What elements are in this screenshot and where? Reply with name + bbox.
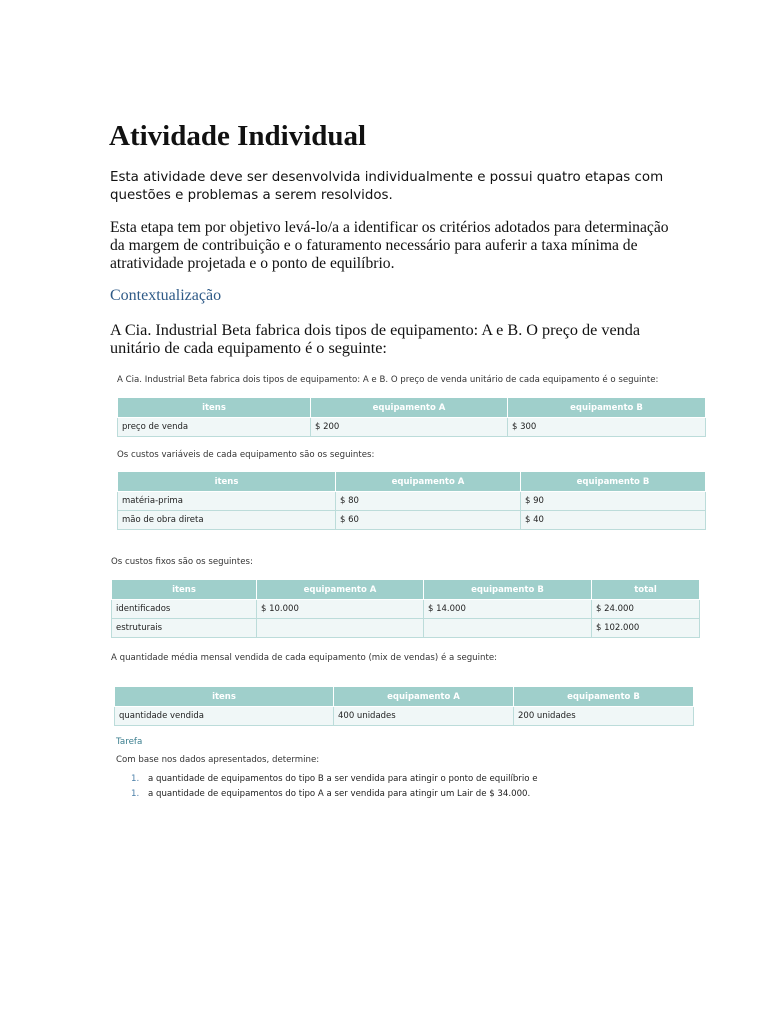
table-cell: $ 60: [336, 511, 521, 530]
table-cell: $ 102.000: [592, 619, 700, 638]
list-item-text: a quantidade de equipamentos do tipo B a ser vendida para atingir o ponto de equilíbrio e: [148, 774, 538, 784]
table-cell: matéria-prima: [118, 492, 336, 511]
list-item-number: 1.: [131, 789, 140, 799]
table-cell: 200 unidades: [514, 707, 694, 726]
table-cell: $ 300: [508, 418, 706, 437]
list-item: [131, 774, 691, 785]
quantity-table: [114, 686, 694, 726]
page-title: Atividade Individual: [109, 120, 367, 152]
column-header: equipamento A: [311, 398, 508, 418]
table-header-row: [112, 580, 700, 600]
variable-costs-caption: Os custos variáveis de cada equipamento são os seguintes:: [117, 450, 375, 460]
column-header: equipamento A: [257, 580, 424, 600]
table-header-row: [118, 398, 706, 418]
table-row: [115, 707, 694, 726]
table-header-row: [115, 687, 694, 707]
table-cell: mão de obra direta: [118, 511, 336, 530]
task-heading: Tarefa: [116, 737, 143, 747]
table-row: [118, 418, 706, 437]
column-header: equipamento A: [336, 472, 521, 492]
column-header: equipamento A: [334, 687, 514, 707]
table-row: [118, 492, 706, 511]
table-row: [118, 511, 706, 530]
column-header: equipamento B: [424, 580, 592, 600]
variable-costs-table: [117, 471, 706, 530]
table-cell: $ 200: [311, 418, 508, 437]
table-cell: preço de venda: [118, 418, 311, 437]
list-item-number: 1.: [131, 774, 140, 784]
table-cell: $ 10.000: [257, 600, 424, 619]
table-row: [112, 619, 700, 638]
table-cell: estruturais: [112, 619, 257, 638]
table-cell: $ 14.000: [424, 600, 592, 619]
section-heading: Contextualização: [110, 287, 222, 304]
quantity-caption: A quantidade média mensal vendida de cada equipamento (mix de vendas) é a seguinte:: [111, 653, 498, 663]
table-cell: $ 80: [336, 492, 521, 511]
table-cell: $ 90: [521, 492, 706, 511]
objective-paragraph: Esta etapa tem por objetivo levá-lo/a a identificar os critérios adotados para determinação da margem de contribuição e o faturamento necessário para auferir a taxa mínima de atratividade projetada e o ponto de equilíbrio.: [110, 219, 669, 272]
table-cell: $ 40: [521, 511, 706, 530]
list-item-text: a quantidade de equipamentos do tipo A a ser vendida para atingir um Lair de $ 34.000.: [148, 789, 531, 799]
table-cell: [257, 619, 424, 638]
column-header: equipamento B: [508, 398, 706, 418]
column-header: equipamento B: [514, 687, 694, 707]
fixed-costs-caption: Os custos fixos são os seguintes:: [111, 557, 253, 567]
table-row: [112, 600, 700, 619]
table-cell: identificados: [112, 600, 257, 619]
table-cell: quantidade vendida: [115, 707, 334, 726]
table-header-row: [118, 472, 706, 492]
prices-caption: A Cia. Industrial Beta fabrica dois tipos de equipamento: A e B. O preço de venda unitário de cada equipamento é o seguinte:: [117, 375, 659, 385]
column-header: itens: [118, 398, 311, 418]
list-item: [131, 789, 691, 800]
column-header: equipamento B: [521, 472, 706, 492]
context-paragraph: A Cia. Industrial Beta fabrica dois tipos de equipamento: A e B. O preço de venda unitário de cada equipamento é o seguinte:: [110, 321, 641, 357]
table-cell: $ 24.000: [592, 600, 700, 619]
column-header: itens: [118, 472, 336, 492]
table-cell: [424, 619, 592, 638]
column-header: total: [592, 580, 700, 600]
table-cell: 400 unidades: [334, 707, 514, 726]
column-header: itens: [115, 687, 334, 707]
fixed-costs-table: [111, 579, 700, 638]
intro-paragraph: Esta atividade deve ser desenvolvida individualmente e possui quatro etapas com questões e problemas a serem resolvidos.: [110, 170, 664, 203]
prices-table: [117, 397, 706, 437]
task-prompt: Com base nos dados apresentados, determine:: [116, 755, 320, 765]
column-header: itens: [112, 580, 257, 600]
